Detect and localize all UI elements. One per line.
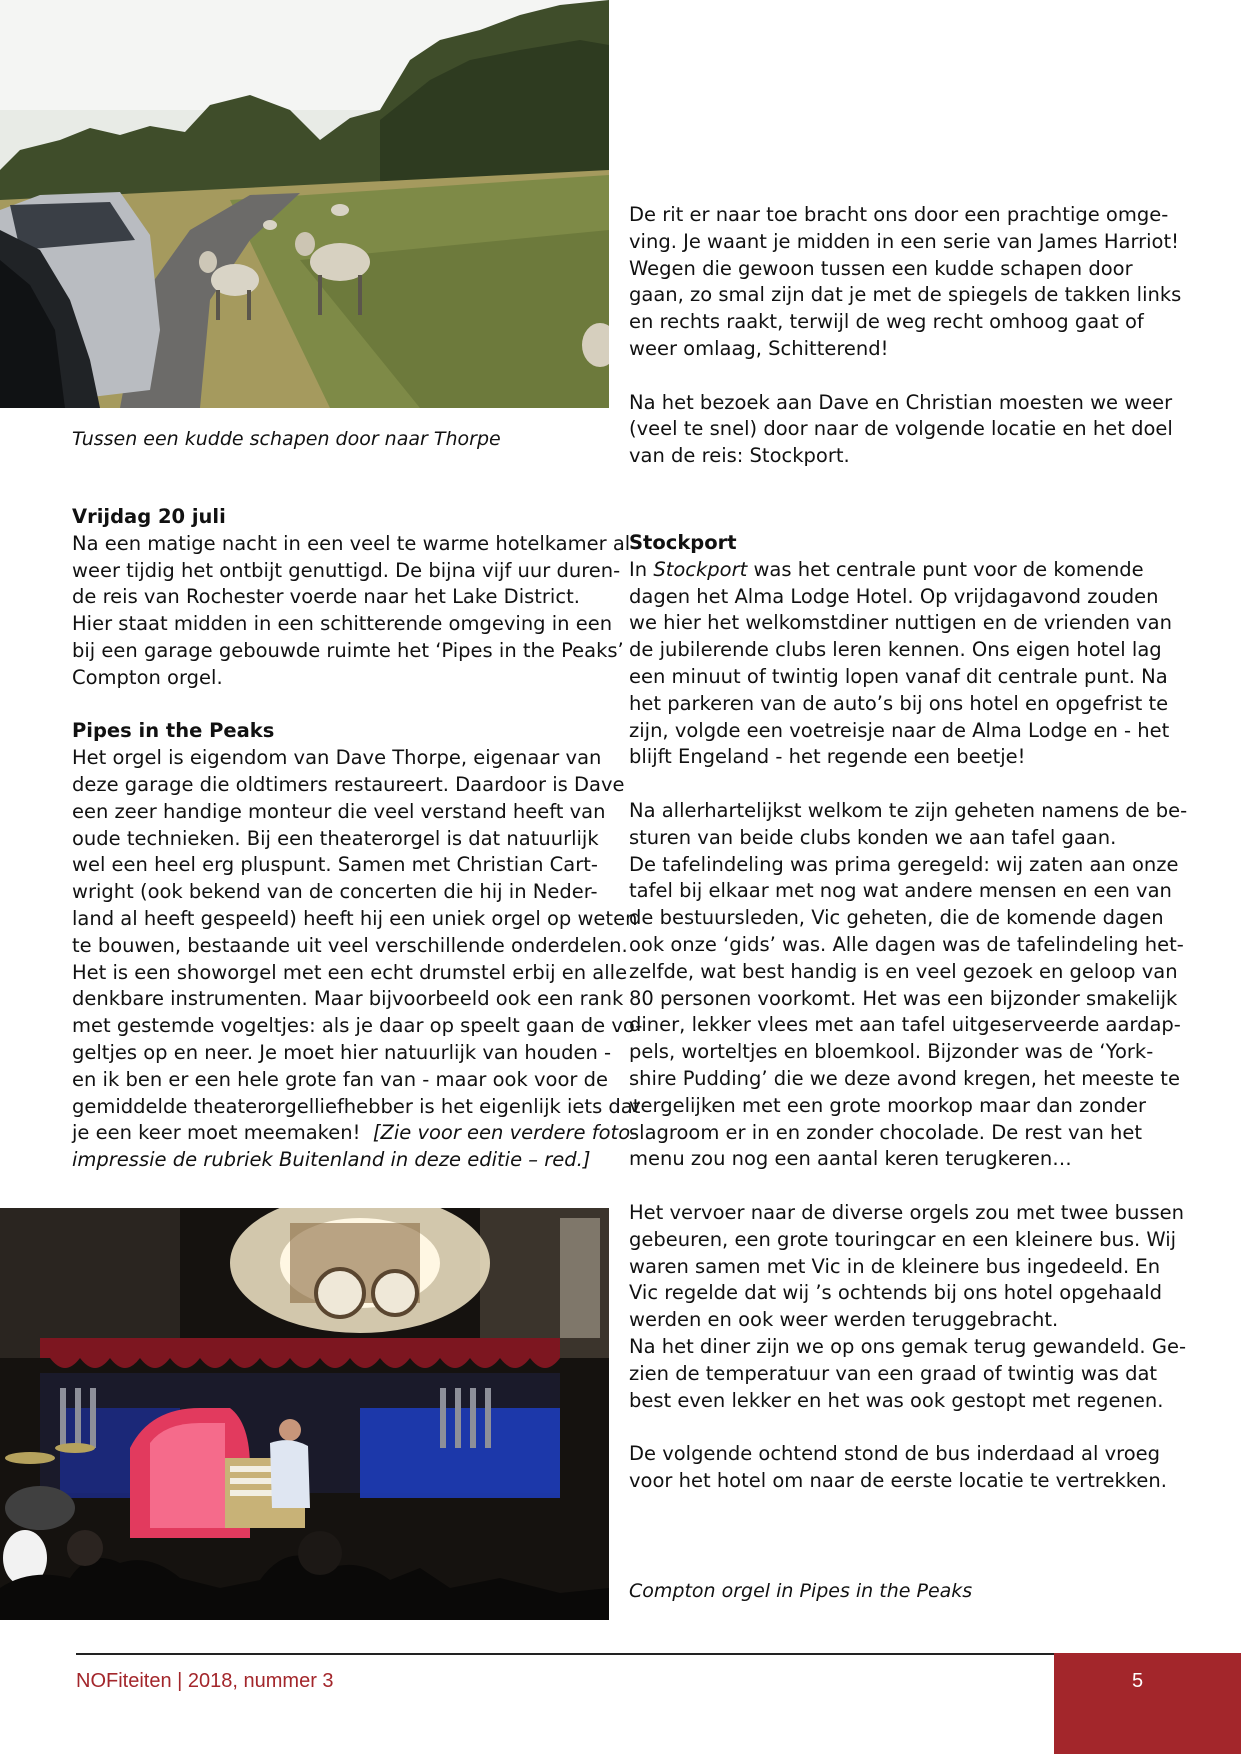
text-line: de reis van Rochester voerde naar het Lake District. [72, 585, 580, 609]
text-line: Hier staat midden in een schitterende omgeving in een [72, 612, 613, 636]
text-line: de jubilerende clubs leren kennen. Ons eigen hotel lag [629, 638, 1162, 662]
right-intro-text [629, 202, 1181, 470]
text-line: een zeer handige monteur die veel verstand heeft van [72, 799, 606, 823]
left-column-text [72, 504, 642, 1174]
text-line: met gestemde vogeltjes: als je daar op speelt gaan de vo- [72, 1014, 643, 1038]
text-line: menu zou nog een aantal keren terugkeren… [629, 1147, 1072, 1171]
text-line [72, 1120, 642, 1147]
text-line: te bouwen, bestaande uit veel verschillende onderdelen. [72, 933, 628, 957]
editor-note: impressie de rubriek Buitenland in deze editie – red.] [72, 1148, 591, 1172]
text-fragment: In [629, 557, 654, 581]
text-line: (veel te snel) door naar de volgende locatie en het doel [629, 417, 1173, 441]
caption-bottom-photo: Compton orgel in Pipes in the Peaks [629, 1580, 973, 1602]
text-line: pels, worteltjes en bloemkool. Bijzonder was de ‘York- [629, 1040, 1154, 1064]
text-line: waren samen met Vic in de kleinere bus ingedeeld. En [629, 1254, 1161, 1278]
text-line: en ik ben er een hele grote fan van - maar ook voor de [72, 1067, 608, 1091]
text-line: Na een matige nacht in een veel te warme hotelkamer al [72, 531, 631, 555]
text-line: Het orgel is eigendom van Dave Thorpe, eigenaar van [72, 746, 602, 770]
text-line: best even lekker en het was ook gestopt met regenen. [629, 1388, 1164, 1412]
text-line: De volgende ochtend stond de bus inderdaad al vroeg [629, 1442, 1161, 1466]
text-line: en rechts raakt, terwijl de weg recht omhoog gaat of [629, 310, 1144, 334]
text-line: we hier het welkomstdiner nuttigen en de vrienden van [629, 611, 1172, 635]
text-line: gaan, zo smal zijn dat je met de spiegels de takken links [629, 283, 1182, 307]
text-line: een minuut of twintig lopen vanaf dit centrale punt. Na [629, 664, 1168, 688]
text-line: land al heeft gespeeld) heeft hij een uniek orgel op weten [72, 906, 638, 930]
text-line [72, 1147, 642, 1174]
text-line: bij een garage gebouwde ruimte het ‘Pipes in the Peaks’ [72, 638, 624, 662]
editor-note: [Zie voor een verdere foto- [372, 1121, 638, 1145]
photo-organ-stage [0, 1208, 609, 1620]
page-number: 5 [1132, 1670, 1144, 1692]
text-line: het parkeren van de auto’s bij ons hotel en opgefrist te [629, 691, 1169, 715]
footer-publication: NOFiteiten | 2018, nummer 3 [76, 1670, 334, 1692]
text-fragment-italic: Stockport [653, 557, 748, 581]
text-line: Na het diner zijn we op ons gemak terug gewandeld. Ge- [629, 1334, 1186, 1358]
text-line: de bestuursleden, Vic geheten, die de komende dagen [629, 906, 1164, 930]
text-line: zijn, volgde een voetreisje naar de Alma Lodge en - het [629, 718, 1170, 742]
text-line: oude technieken. Bij een theaterorgel is dat natuurlijk [72, 826, 599, 850]
text-line: dagen het Alma Lodge Hotel. Op vrijdagavond zouden [629, 584, 1159, 608]
text-line: tafel bij elkaar met nog wat andere mensen en een van [629, 879, 1172, 903]
footer-rule [76, 1653, 1054, 1655]
text-line: werden en ook weer werden teruggebracht. [629, 1308, 1059, 1332]
text-line: geltjes op en neer. Je moet hier natuurlijk van houden - [72, 1040, 612, 1064]
text-line [629, 557, 1187, 584]
text-line: De rit er naar toe bracht ons door een prachtige omge- [629, 203, 1169, 226]
text-line: slagroom er in en zonder chocolade. De rest van het [629, 1120, 1143, 1144]
text-fragment: was het centrale punt voor de komende [747, 557, 1144, 581]
text-line: denkbare instrumenten. Maar bijvoorbeeld ook een rank [72, 987, 624, 1011]
text-line: ving. Je waant je midden in een serie van James Harriot! [629, 229, 1179, 253]
text-line: zelfde, wat best handig is en veel gezoek en geloop van [629, 959, 1178, 983]
heading-vrijdag: Vrijdag 20 juli [72, 505, 226, 528]
text-line: Na allerhartelijkst welkom te zijn geheten namens de be- [629, 798, 1188, 822]
text-line: Vic regelde dat wij ’s ochtends bij ons hotel opgehaald [629, 1281, 1163, 1305]
caption-top-photo: Tussen een kudde schapen door naar Thorpe [72, 428, 501, 450]
text-line: Het is een showorgel met een echt drumstel erbij en alle [72, 960, 628, 984]
text-line: blijft Engeland - het regende een beetje! [629, 745, 1026, 769]
text-fragment: je een keer moet meemaken! [72, 1121, 361, 1145]
right-column-text [629, 530, 1187, 1495]
text-line: wright (ook bekend van de concerten die hij in Neder- [72, 880, 598, 904]
text-line: De tafelindeling was prima geregeld: wij zaten aan onze [629, 852, 1179, 876]
text-line: Na het bezoek aan Dave en Christian moesten we weer [629, 390, 1173, 414]
text-line: vergelijken met een grote moorkop maar dan zonder [629, 1093, 1147, 1117]
heading-pipes-in-the-peaks: Pipes in the Peaks [72, 719, 275, 743]
text-line: wel een heel erg pluspunt. Samen met Christian Cart- [72, 853, 598, 877]
text-line: van de reis: Stockport. [629, 444, 850, 468]
text-line: zien de temperatuur van een graad of twintig was dat [629, 1361, 1158, 1385]
text-line: gemiddelde theaterorgelliefhebber is het eigenlijk iets dat [72, 1094, 641, 1118]
text-line: Het vervoer naar de diverse orgels zou met twee bussen [629, 1200, 1185, 1224]
text-line: sturen van beide clubs konden we aan tafel gaan. [629, 825, 1117, 849]
text-line: Compton orgel. [72, 665, 223, 689]
text-line: deze garage die oldtimers restaureert. Daardoor is Dave [72, 772, 625, 796]
text-line: ook onze ‘gids’ was. Alle dagen was de tafelindeling het- [629, 932, 1184, 956]
text-line: weer tijdig het ontbijt genuttigd. De bijna vijf uur duren- [72, 558, 621, 582]
text-line: gebeuren, een grote touringcar en een kleinere bus. Wij [629, 1227, 1177, 1251]
page-number-box [1054, 1653, 1241, 1754]
text-line: 80 personen voorkomt. Het was een bijzonder smakelijk [629, 986, 1178, 1010]
text-line: shire Pudding’ die we deze avond kregen, het meeste te [629, 1066, 1180, 1090]
text-line: diner, lekker vlees met aan tafel uitgeserveerde aardap- [629, 1013, 1181, 1037]
text-line: voor het hotel om naar de eerste locatie te vertrekken. [629, 1468, 1167, 1492]
heading-stockport: Stockport [629, 531, 737, 554]
text-line: weer omlaag, Schitterend! [629, 336, 889, 360]
text-line: Wegen die gewoon tussen een kudde schapen door [629, 256, 1133, 280]
photo-sheep-road [0, 0, 609, 408]
